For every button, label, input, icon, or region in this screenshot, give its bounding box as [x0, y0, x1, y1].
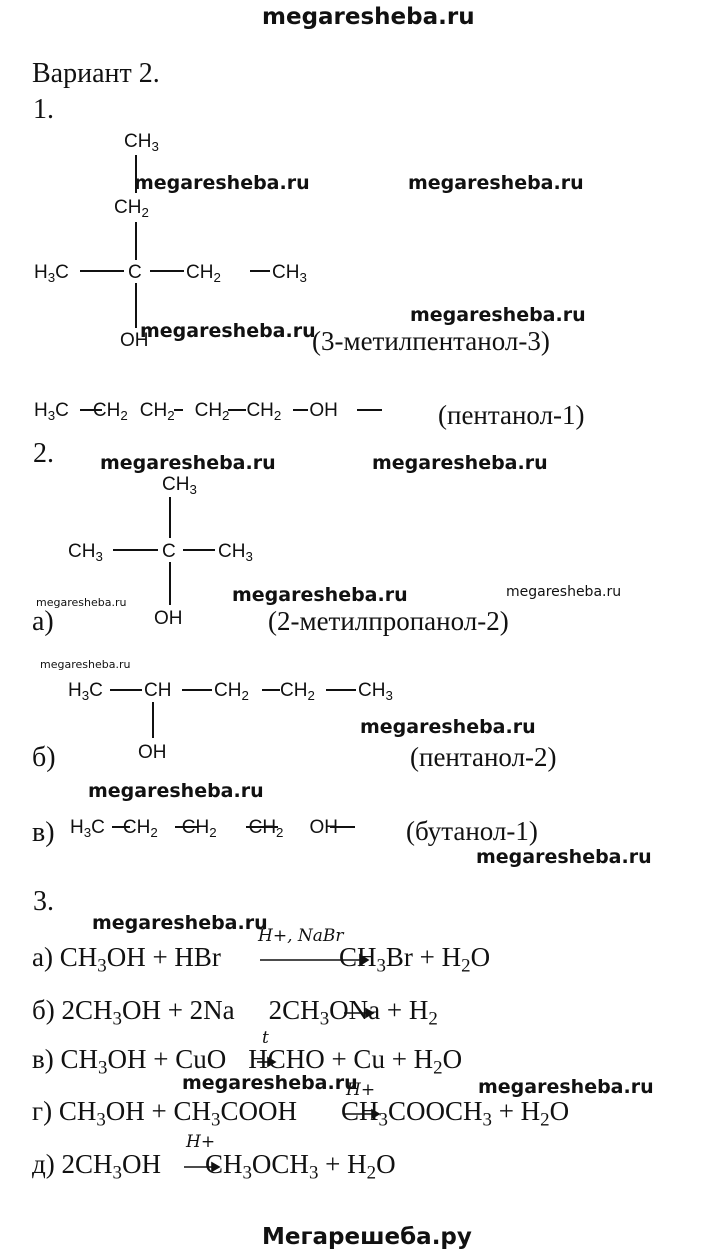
- task2b-h3c: $H_3C$: [68, 680, 103, 703]
- struct1-ch2: $CH_2$: [114, 197, 149, 220]
- watermark: megaresheba.ru: [100, 452, 276, 474]
- watermark: megaresheba.ru: [134, 172, 310, 194]
- eq-v: в) $CH_3OH$ + CuO HCHO + $Cu + H_2O$: [32, 1044, 463, 1079]
- variant-title: Вариант 2.: [32, 58, 160, 89]
- struct2-name: (пентанол-1): [438, 400, 585, 430]
- struct1-h3c: $H_3C$: [34, 262, 69, 285]
- task2a-ch3-left: $CH_3$: [68, 541, 103, 564]
- task2a-ch3-right: $CH_3$: [218, 541, 253, 564]
- watermark: megaresheba.ru: [372, 452, 548, 474]
- eq-g-condition: H+: [346, 1080, 376, 1100]
- task2b-ch: CH: [144, 680, 172, 701]
- task2b-ch2b: $CH_2$: [280, 680, 315, 703]
- eq-a: а) $CH_3OH$ + HBr $CH_3Br + H_2O$: [32, 942, 491, 977]
- struct1-ch3-right: $CH_3$: [272, 262, 307, 285]
- watermark: megaresheba.ru: [140, 320, 316, 342]
- watermark: megaresheba.ru: [360, 716, 536, 738]
- footer-site: Мегарешеба.ру: [262, 1224, 472, 1250]
- task2a-ch3-top: $CH_3$: [162, 474, 197, 497]
- struct1-oh: OH: [120, 330, 149, 351]
- task2b-ch2a: $CH_2$: [214, 680, 249, 703]
- header-site: megaresheba.ru: [262, 4, 475, 30]
- struct1-ch3-top: $CH_3$: [124, 131, 159, 154]
- task2-number: 2.: [33, 438, 54, 469]
- task2b-label: б): [32, 742, 56, 773]
- watermark: megaresheba.ru: [88, 780, 264, 802]
- task1-number: 1.: [33, 94, 54, 125]
- task3-number: 3.: [33, 886, 54, 917]
- watermark: megaresheba.ru: [92, 912, 268, 934]
- task2b-name: (пентанол-2): [410, 742, 557, 772]
- task2a-c: C: [162, 541, 176, 562]
- eq-g: г) $CH_3OH$ + $CH_3COOH$ $CH_3COOCH_3 + H_2O$: [32, 1096, 570, 1131]
- eq-v-condition: t: [262, 1028, 269, 1048]
- eq-d: д) $2CH_3OH$ $CH_3OCH_3 + H_2O$: [32, 1149, 396, 1184]
- watermark: megaresheba.ru: [40, 658, 131, 671]
- struct2-chain: $H_3C$ $CH_2$ $CH_2$ $CH_2$ $CH_2$ OH: [34, 400, 338, 423]
- struct1-ch2-right: $CH_2$: [186, 262, 221, 285]
- watermark: megaresheba.ru: [506, 584, 622, 600]
- eq-b: б) $2CH_3OH + 2Na$ $2CH_3ONa + H_2$: [32, 995, 438, 1030]
- struct1-name: (3-метилпентанол-3): [312, 326, 550, 356]
- eq-a-condition: H+, NaBr: [258, 926, 344, 946]
- task2v-name: (бутанол-1): [406, 816, 538, 846]
- watermark: megaresheba.ru: [36, 596, 127, 609]
- task2b-oh: OH: [138, 742, 167, 763]
- struct1-c: C: [128, 262, 142, 283]
- watermark: megaresheba.ru: [232, 584, 408, 606]
- task2v-chain: $H_3C$ $CH_2$ $CH_2$ $CH_2$ OH: [70, 817, 338, 840]
- watermark: megaresheba.ru: [476, 846, 652, 868]
- task2a-name: (2-метилпропанол-2): [268, 606, 509, 636]
- task2a-label: а): [32, 606, 54, 637]
- watermark: megaresheba.ru: [478, 1076, 654, 1098]
- watermark: megaresheba.ru: [182, 1072, 358, 1094]
- task2b-ch3: $CH_3$: [358, 680, 393, 703]
- task2v-label: в): [32, 817, 55, 848]
- watermark: megaresheba.ru: [408, 172, 584, 194]
- watermark: megaresheba.ru: [410, 304, 586, 326]
- task2a-oh: OH: [154, 608, 183, 629]
- eq-d-condition: H+: [186, 1132, 216, 1152]
